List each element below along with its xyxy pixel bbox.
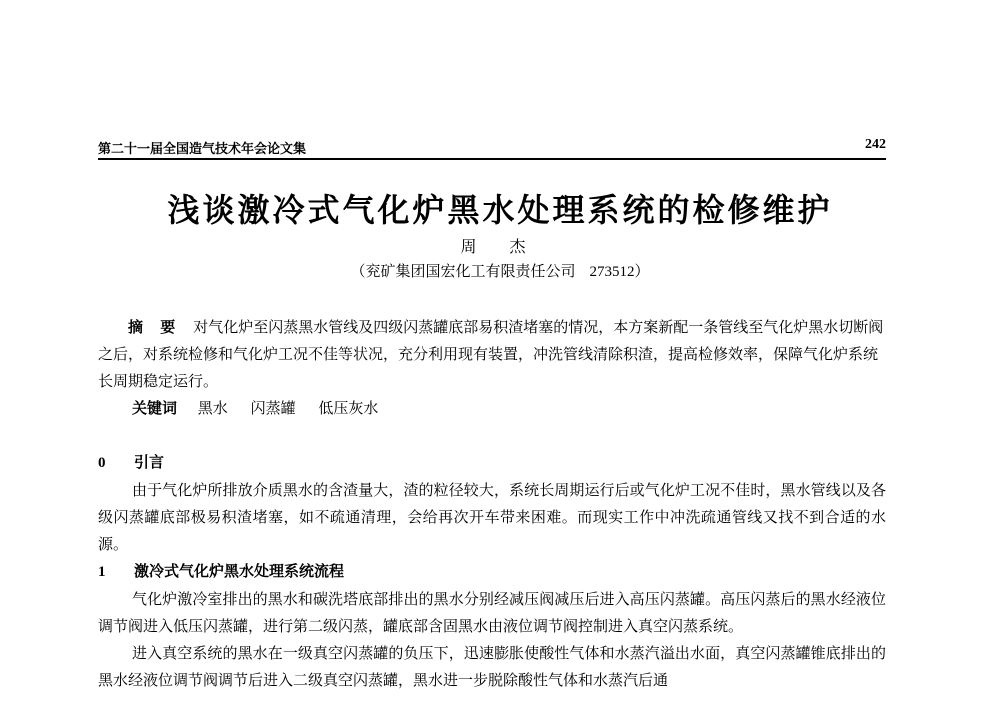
affiliation-org: （兖矿集团国宏化工有限责任公司	[350, 262, 576, 280]
section-heading	[98, 449, 886, 477]
paragraph: 气化炉激冷室排出的黑水和碳洗塔底部排出的黑水分别经减压阀减压后进入高压闪蒸罐。高压闪蒸后的黑水经液位调节阀进入低压闪蒸罐，进行第二级闪蒸，罐底部含固黑水由液位调节阀控制进入真空闪蒸系统。	[98, 590, 886, 635]
section-title: 激冷式气化炉黑水处理系统流程	[134, 562, 345, 580]
abstract-text: 对气化炉至闪蒸黑水管线及四级闪蒸罐底部易积渣堵塞的情况，本方案新配一条管线至气化炉黑水切断阀之后，对系统检修和气化炉工况不佳等状况，充分利用现有装置，冲洗管线清除积渣，提高检修效率，保障气化炉系统长周期稳定运行。	[98, 318, 884, 390]
abstract-paragraph	[98, 314, 886, 395]
paragraph: 由于气化炉所排放介质黑水的含渣量大，渣的粒径较大，系统长周期运行后或气化炉工况不佳时，黑水管线以及各级闪蒸罐底部极易积渣堵塞，如不疏通清理，会给再次开车带来困难。而现实工作中冲洗疏通管线又找不到合适的水源。	[98, 481, 886, 553]
affiliation	[0, 260, 1000, 281]
author-name: 周 杰	[460, 237, 540, 256]
keyword: 低压灰水	[318, 399, 379, 417]
keywords-label: 关键词	[132, 399, 178, 417]
keywords-line	[98, 395, 886, 422]
section-number: 1	[98, 564, 106, 580]
paragraph: 进入真空系统的黑水在一级真空闪蒸罐的负压下，迅速膨胀使酸性气体和水蒸汽溢出水面，真空闪蒸罐锥底排出的黑水经液位调节阀调节后进入二级真空闪蒸罐，黑水进一步脱除酸性气体和水蒸汽后通	[98, 644, 886, 689]
section-number: 0	[98, 455, 106, 471]
affiliation-postcode: 273512）	[589, 264, 650, 280]
section-title: 引言	[134, 453, 165, 471]
paper-title: 浅谈激冷式气化炉黑水处理系统的检修维护	[167, 191, 833, 229]
journal-title: 第二十一届全国造气技术年会论文集	[98, 142, 307, 157]
abstract-block	[98, 314, 886, 422]
keyword: 闪蒸罐	[250, 399, 296, 417]
section-heading	[98, 558, 886, 586]
keyword: 黑水	[197, 399, 228, 417]
page-number: 242	[865, 137, 886, 152]
running-header	[98, 136, 886, 160]
abstract-label: 摘 要	[128, 318, 182, 336]
body-text	[98, 449, 886, 694]
